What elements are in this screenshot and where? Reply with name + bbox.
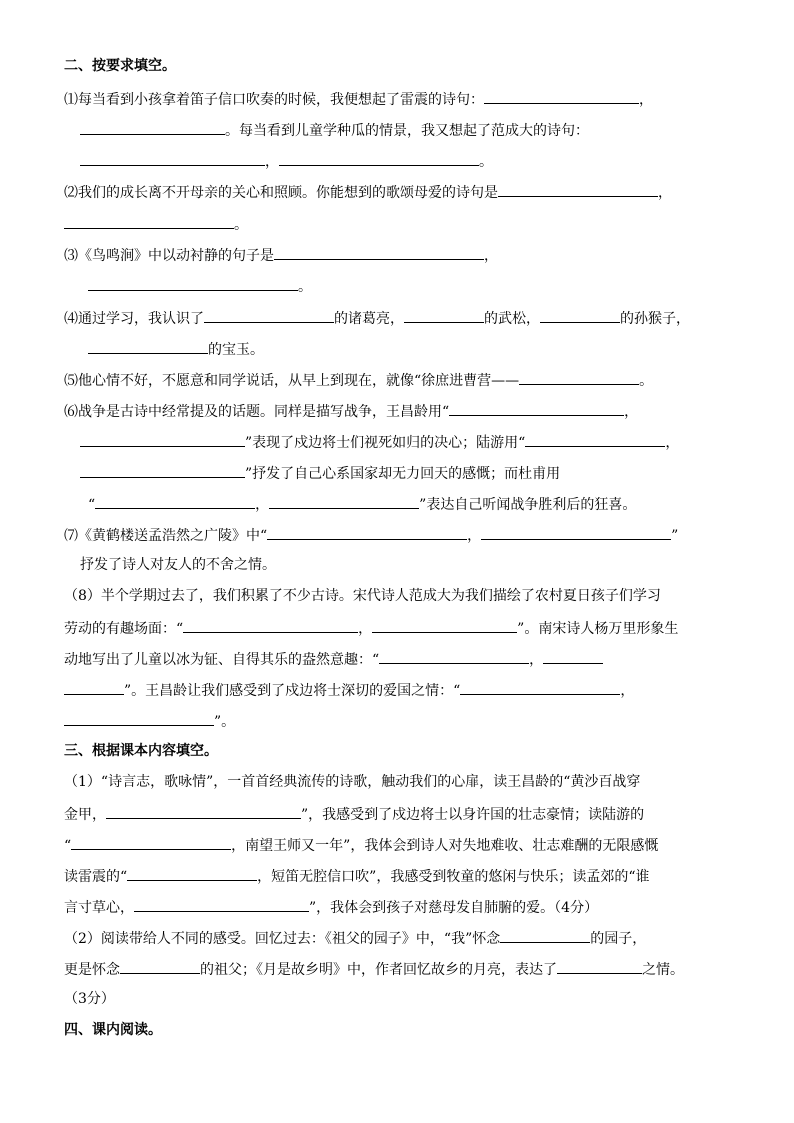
answer-blank[interactable] [543,648,603,664]
answer-blank[interactable] [481,524,671,540]
answer-blank[interactable] [64,710,214,726]
q2-2-line-2: 。 [64,213,248,235]
answer-blank[interactable] [88,275,298,291]
answer-blank[interactable] [279,150,479,166]
q2-6-line-1: ⑹战争是古诗中经常提及的话题。同样是描写战争，王昌龄用“ ， [64,400,638,422]
q2-8-line-3: 动地写出了儿童以冰为钲、自得其乐的盎然意趣：“ ， [64,648,603,670]
answer-blank[interactable] [80,119,225,135]
answer-blank[interactable] [95,493,255,509]
section-3-title: 三、根据课本内容填空。 [64,743,218,759]
q2-1-line-3: ， 。 [80,150,493,172]
answer-blank[interactable] [80,431,245,447]
q3-1-line-3: “ ，南望王师又一年”，我体会到诗人对失地难收、壮志难酬的无限感慨 [64,834,658,856]
answer-blank[interactable] [498,181,658,197]
answer-blank[interactable] [80,150,265,166]
answer-blank[interactable] [372,617,517,633]
q2-8-line-2: 劳动的有趣场面：“ ， ”。南宋诗人杨万里形象生 [64,617,678,639]
q2-6-line-3: ”抒发了自己心系国家却无力回天的感慨；而杜甫用 [80,462,560,484]
answer-blank[interactable] [80,462,245,478]
answer-blank[interactable] [120,958,200,974]
answer-blank[interactable] [64,213,234,229]
q2-8-line-4: ”。王昌龄让我们感受到了戍边将士深切的爱国之情：“ ， [64,679,634,701]
answer-blank[interactable] [500,927,590,943]
q3-1-line-2: 金甲， ”，我感受到了戍边将士以身许国的壮志豪情；读陆游的 [64,803,644,825]
q2-4-line-2: 的宝玉。 [88,338,264,360]
answer-blank[interactable] [404,307,484,323]
answer-blank[interactable] [484,88,639,104]
q3-1-line-5: 言寸草心， ”，我体会到孩子对慈母发自肺腑的爱。（4分） [64,896,598,918]
q2-6-line-4: “ ， ”表达自己听闻战争胜利后的狂喜。 [88,493,636,515]
q3-2-line-1: （2）阅读带给人不同的感受。回忆过去：《祖父的园子》中，“我”怀念 的园子， [64,927,646,949]
section-4-title: 四、课内阅读。 [64,1022,162,1038]
answer-blank[interactable] [106,803,301,819]
answer-blank[interactable] [134,896,309,912]
q2-4-line-1: ⑷通过学习，我认识了 的诸葛亮， 的武松， 的孙猴子， [64,307,690,329]
answer-blank[interactable] [460,679,620,695]
answer-blank[interactable] [64,679,124,695]
q2-1-line-1: ⑴每当看到小孩拿着笛子信口吹奏的时候，我便想起了雷震的诗句： ， [64,88,653,110]
section-2-title: 二、按要求填空。 [64,58,176,74]
q2-2-line-1: ⑵我们的成长离不开母亲的关心和照顾。你能想到的歌颂母爱的诗句是 ， [64,181,672,203]
q3-1-line-1: （1）“诗言志，歌咏情”，一首首经典流传的诗歌，触动我们的心扉，读王昌龄的“黄沙百战穿 [64,774,641,790]
q2-8-line-1: （8）半个学期过去了，我们积累了不少古诗。宋代诗人范成大为我们描绘了农村夏日孩子们学习 [64,588,661,604]
answer-blank[interactable] [519,369,639,385]
answer-blank[interactable] [127,865,257,881]
q2-7-line-1: ⑺《黄鹤楼送孟浩然之广陵》中“ ， ” [64,524,678,546]
answer-blank[interactable] [525,431,665,447]
answer-blank[interactable] [267,524,467,540]
q3-2-line-2: 更是怀念 的祖父；《月是故乡明》中，作者回忆故乡的月亮，表达了 之情。 [64,958,684,980]
answer-blank[interactable] [449,400,624,416]
q3-2-line-3: （3分） [64,991,115,1007]
answer-blank[interactable] [379,648,529,664]
answer-blank[interactable] [557,958,642,974]
q2-6-line-2: ”表现了戍边将士们视死如归的决心；陆游用“ ， [80,431,679,453]
answer-blank[interactable] [540,307,620,323]
answer-blank[interactable] [274,244,484,260]
q2-8-line-5: ”。 [64,710,235,732]
answer-blank[interactable] [183,617,358,633]
answer-blank[interactable] [88,338,208,354]
q3-1-line-4: 读雷震的“ ，短笛无腔信口吹”，我感受到牧童的悠闲与快乐；读孟郊的“谁 [64,865,650,887]
answer-blank[interactable] [269,493,419,509]
q2-3-line-1: ⑶《鸟鸣涧》中以动衬静的句子是 ， [64,244,498,266]
q2-3-line-2: 。 [88,275,312,297]
answer-blank[interactable] [71,834,231,850]
q2-1-line-2: 。每当看到儿童学种瓜的情景，我又想起了范成大的诗句： [80,119,589,141]
q2-5-line-1: ⑸他心情不好，不愿意和同学说话，从早上到现在，就像“徐庶进曹营—— 。 [64,369,653,391]
q2-7-line-2: 抒发了诗人对友人的不舍之情。 [80,557,276,573]
answer-blank[interactable] [204,307,334,323]
